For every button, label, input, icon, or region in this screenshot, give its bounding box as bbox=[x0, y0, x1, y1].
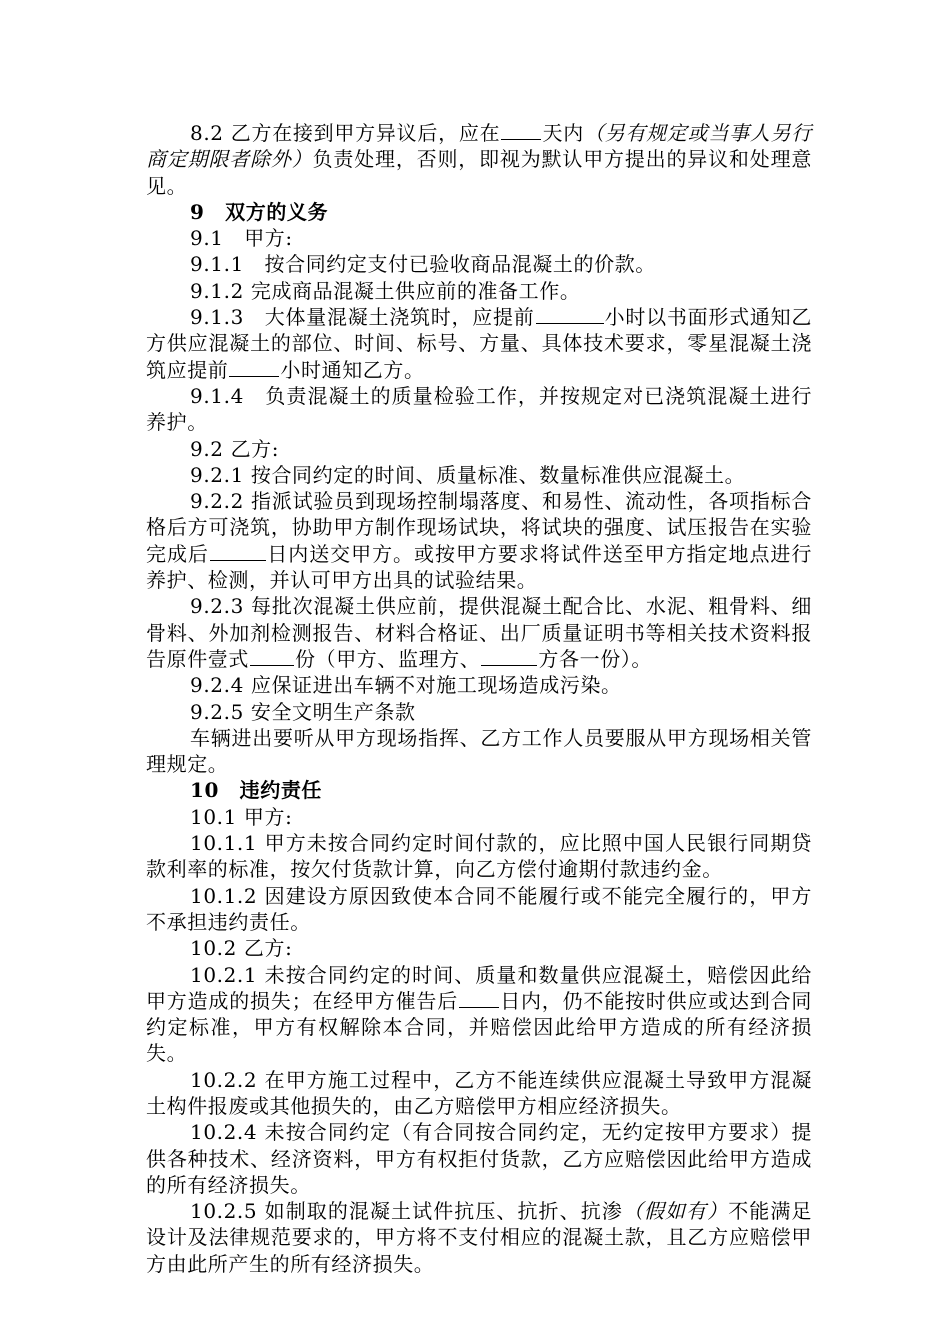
clause-10-1-2: 10.1.2 因建设方原因致使本合同不能履行或不能完全履行的，甲方不承担违约责任。 bbox=[146, 883, 812, 934]
clause-8-2-note: （另有规定或当事人另行商定期限者除外） bbox=[146, 121, 812, 172]
clause-10-2-1 bbox=[146, 962, 812, 1067]
clause-10-2-5 bbox=[146, 1198, 812, 1277]
contract-page bbox=[146, 120, 812, 1277]
clause-10-2-5-note: （假如有） bbox=[622, 1199, 729, 1224]
section-9-heading: 9 双方的义务 bbox=[190, 199, 329, 224]
clause-9-2-4: 9.2.4 应保证进出车辆不对施工现场造成污染。 bbox=[190, 673, 622, 698]
clause-10-1: 10.1 甲方: bbox=[190, 804, 293, 829]
clause-9-1-3-text-a: 9.1.3 大体量混凝土浇筑时，应提前 bbox=[190, 305, 535, 330]
clause-10-2-5-text-a: 10.2.5 如制取的混凝土试件抗压、抗折、抗渗 bbox=[190, 1199, 623, 1224]
clause-9-2-3-text-a: 9.2.3 每批次混凝土供应前，提供混凝土配合比、水泥、粗骨料、细骨料、外加剂检测报告、材料合格证、出厂质量证明书等相关技术资料报告原件壹式 bbox=[146, 594, 812, 671]
clause-9-1-3 bbox=[146, 304, 812, 383]
clause-9-2-2-text-b: 日内送交甲方。或按甲方要求将试件送至甲方指定地点进行养护、检测，并认可甲方出具的试验结果。 bbox=[146, 541, 812, 593]
clause-10-2-5-text-c: 不能满足设计及法律规范要求的，甲方将不支付相应的混凝土款，且乙方应赔偿甲方由此所产生的所有经济损失。 bbox=[146, 1199, 813, 1276]
clause-9-1-3-text-b: 小时以书面形式通知乙方供应混凝土的部位、时间、标号、方量、具体技术要求，零星混凝土浇筑应提前 bbox=[146, 305, 812, 382]
blank-hours-field-2[interactable] bbox=[229, 358, 279, 377]
blank-days-field[interactable] bbox=[501, 121, 541, 140]
clause-9-2-5-body: 车辆进出要听从甲方现场指挥、乙方工作人员要服从甲方现场相关管理规定。 bbox=[146, 725, 812, 777]
clause-9-2-5: 9.2.5 安全文明生产条款 bbox=[190, 699, 416, 724]
blank-hours-field[interactable] bbox=[536, 305, 604, 324]
clause-9-2-3-text-c: 方各一份）。 bbox=[538, 646, 653, 671]
clause-9-2-2 bbox=[146, 488, 812, 593]
clause-10-2-1-text-b: 日内，仍不能按时供应或达到合同约定标准，甲方有权解除本合同，并赔偿因此给甲方造成的所有经济损失。 bbox=[146, 988, 812, 1066]
blank-notice-days-field[interactable] bbox=[459, 989, 499, 1008]
clause-9-2-3-text-b: 份（甲方、监理方、 bbox=[295, 646, 481, 671]
clause-9-1-1: 9.1.1 按合同约定支付已验收商品混凝土的价款。 bbox=[190, 252, 656, 277]
clause-9-2-2-text-a: 9.2.2 指派试验员到现场控制塌落度、和易性、流动性，各项指标合格后方可浇筑，协助甲方制作现场试块，将试块的强度、试压报告在实验完成后 bbox=[146, 489, 812, 566]
clause-8-2-text-a: 8.2 乙方在接到甲方异议后，应在 bbox=[190, 121, 501, 145]
blank-copies-field[interactable] bbox=[250, 647, 294, 666]
clause-8-2 bbox=[146, 120, 812, 199]
clause-10-1-1: 10.1.1 甲方未按合同约定时间付款的，应比照中国人民银行同期贷款利率的标准，按欠付货款计算，向乙方偿付逾期付款违约金。 bbox=[146, 831, 812, 882]
clause-9-2-3 bbox=[146, 593, 812, 672]
clause-9-1-3-text-c: 小时通知乙方。 bbox=[280, 357, 425, 382]
clause-10-2-1-text-a: 10.2.1 未按合同约定的时间、质量和数量供应混凝土，赔偿因此给甲方造成的损失；在经甲方催告后 bbox=[146, 962, 812, 1013]
clause-9-2-1: 9.2.1 按合同约定的时间、质量标准、数量标准供应混凝土。 bbox=[190, 462, 746, 487]
section-10-heading: 10 违约责任 bbox=[190, 778, 323, 803]
blank-party-field[interactable] bbox=[481, 647, 537, 666]
clause-8-2-text-b: 天内 bbox=[542, 121, 584, 145]
clause-10-2: 10.2 乙方: bbox=[190, 936, 293, 961]
clause-10-2-4: 10.2.4 未按合同约定（有合同按合同约定，无约定按甲方要求）提供各种技术、经济资料，甲方有权拒付货款，乙方应赔偿因此给甲方造成的所有经济损失。 bbox=[146, 1120, 812, 1197]
blank-report-days-field[interactable] bbox=[210, 542, 266, 561]
clause-9-1: 9.1 甲方: bbox=[190, 226, 293, 251]
clause-9-1-2: 9.1.2 完成商品混凝土供应前的准备工作。 bbox=[190, 278, 581, 303]
clause-10-2-2: 10.2.2 在甲方施工过程中，乙方不能连续供应混凝土导致甲方混凝土构件报废或其他损失的，由乙方赔偿甲方相应经济损失。 bbox=[146, 1067, 812, 1118]
clause-9-1-4: 9.1.4 负责混凝土的质量检验工作，并按规定对已浇筑混凝土进行养护。 bbox=[146, 383, 812, 435]
clause-8-2-text-d: 负责处理，否则，即视为默认甲方提出的异议和处理意见。 bbox=[146, 147, 812, 198]
clause-9-2: 9.2 乙方: bbox=[190, 436, 280, 461]
